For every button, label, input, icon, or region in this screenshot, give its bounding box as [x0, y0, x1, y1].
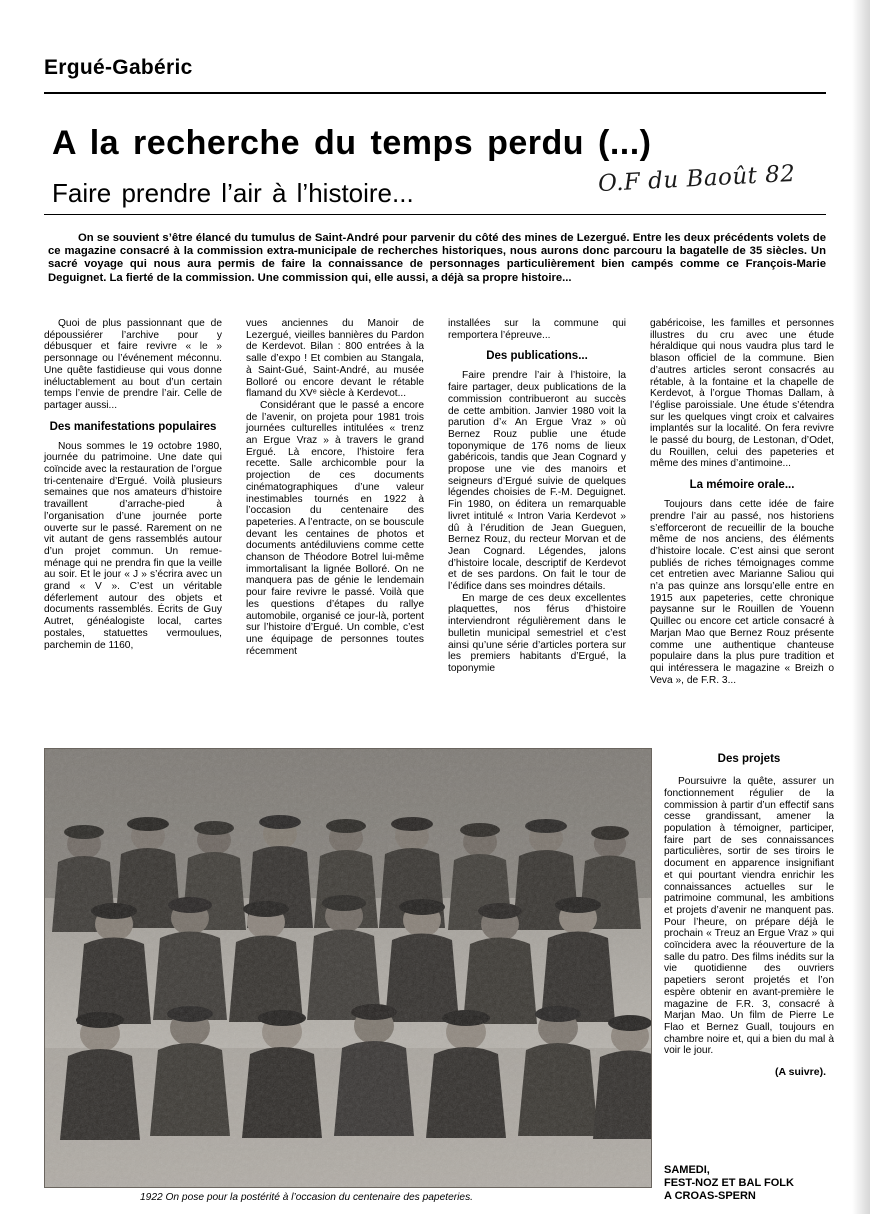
footer-announcement: [664, 1164, 844, 1203]
paragraph-text: Quoi de plus passionnant que de dépoussiérer l’archive pour y débusquer et faire revivre « le » personnage ou l’événement méconnu. Une quête fastidieuse qui vous donne inéluctablement au bout d’un certain temps l’envie de prendre l’air. Celle de partager aussi...: [44, 318, 222, 411]
group-photograph-papeteries-1922: [44, 748, 652, 1188]
paragraph-text: Nous sommes le 19 octobre 1980, journée du patrimoine. Une date qui coïncide avec la restauration de l’orgue tri-centenaire d’Ergué. Voilà plusieurs semaines que nos amateurs d’histoire travaillent d’arrache-pied à l’organisation d’une journée porte ouverte sur le passé. Rarement on ne vit autant de gens rassemblés autour d’un projet commun. Un remue-ménage qui ne prendra fin que la veille au soir. Et le jour « J » s’écrira avec un grand « V ». C’est un véritable déferlement autour des objets et documents rassemblés. Écrits de Guy Autret, généalogiste local, cartes postales, statuettes vermoulues, parchemin de 1160,: [44, 440, 222, 651]
page-subtitle: Faire prendre l’air à l’histoire...: [52, 178, 414, 208]
paragraph-text: Considérant que le passé a encore de l’avenir, on projeta pour 1981 trois journées culturelles intitulées « trenz an Ergue Vraz » à travers le grand Ergué. Là encore, l’histoire fera recette. Salle archicomble pour la projection de ces documents cinématographiques d’une valeur inestimables tournés en 1922 à l’occasion du centenaire des papeteries. A l’entracte, on se bouscule devant les centaines de photos et documents antédiluviens comme cette chanson de Théodore Botrel lui-même immortalisant la lignée Bolloré. On ne manquera pas de génie le lendemain pour faire revivre le passé. Voilà que les questions d’étapes du rallye automobile, organisé ce jour-là, portent sur l’histoire d’Ergué. Un comble, c’est une équipage de personnes toutes récemment: [246, 399, 424, 657]
continuation-note: (A suivre).: [775, 1066, 826, 1079]
page-title: A la recherche du temps perdu (...): [52, 124, 652, 162]
paragraph-text: Toujours dans cette idée de faire prendre l’air au passé, nos historiens s’efforceront de recueillir de la bouche même de nos anciens, des éléments d’histoire locale. C’est ainsi que seront publiés de riches témoignages comme cet entretien avec Marianne Saliou qui n’a pas quinze ans lorsqu’elle entre en 1915 aux papeteries, cette chronique paysanne sur le Rouillen de Youenn Quillec ou encore cet article consacré à Marjan Mao que Bernez Rouz présente comme une authentique chanteuse populaire dans la plus pure tradition et qui intéressera le magazine « Breizh o Veva », de F.R. 3...: [650, 499, 834, 686]
subheading-manifestations: Des manifestations populaires: [49, 420, 217, 433]
subheading-memoire-orale: La mémoire orale...: [689, 479, 795, 492]
page-edge-shadow: [852, 0, 870, 1214]
footer-line-3: A CROAS-SPERN: [664, 1190, 756, 1202]
top-rule: [44, 92, 826, 94]
paragraph: [246, 318, 424, 400]
paragraph: [44, 318, 222, 412]
paragraph: [246, 400, 424, 657]
paragraph-text: Poursuivre la quête, assurer un fonctionnement régulier de la commission à partir d’un effectif sans cesse grandissant, amener la population à témoigner, participer, faire part de ses connaissances particulières, sortir de ses tiroirs le document en apparence insignifiant et qui pourtant viendra enrichir les connaissances actuelles sur le patrimoine communal, les ambitions et projets d’avenir ne manquent pas. Pour l’heure, on prépare déjà le prochain « Treuz an Ergue Vraz » qui coïncidera avec la réouverture de la salle du patro. Des films inédits sur la vie quotidienne des ouvriers papetiers seront projetés et l’on espère obtenir en avant-première le magazine de F.R. 3, consacré à Marjan Mao. Un film de Pierre Le Flao et Bernez Guall, toujours en chambre noire et, qui a bien du mal à voir le jour.: [664, 776, 834, 1057]
photo-graphic: [44, 748, 652, 1188]
footer-line-1: SAMEDI,: [664, 1164, 710, 1176]
section-kicker: Ergué-Gabéric: [44, 56, 193, 79]
footer-line-2: FEST-NOZ ET BAL FOLK: [664, 1177, 794, 1189]
paragraph: [448, 370, 626, 592]
photo-caption: 1922 On pose pour la postérité à l’occasion du centenaire des papeteries.: [140, 1192, 474, 1203]
paragraph: [44, 441, 222, 652]
paragraph: [448, 593, 626, 675]
paragraph-text: Faire prendre l’air à l’histoire, la faire partager, deux publications de la commission contribueront au succès de cette ambition. Janvier 1980 voit la parution d’« An Ergue Vraz » où Bernez Rouz publie une étude toponymique de 176 noms de lieux gabéricois, tandis que Jean Cognard y propose une vie des manoirs et seigneurs d’Ergué suivie de quelques légendes choisies de F.-M. Deguignet. Fin 1980, on éditera un remarquable livret intitulé « Intron Varia Kerdevot » dû à l’érudition de Jean Gueguen, Bernez Rouz, du recteur Morvan et de Jean Cognard. Légendes, jalons d’histoire locale, descriptif de Kerdevot et de ses pardons. On fait le tour de l’édifice dans ses moindres détails.: [448, 370, 626, 593]
paragraph-text: En marge de ces deux excellentes plaquettes, nos férus d’histoire interviendront régulièrement dans le bulletin municipal semestriel et c’est ainsi qu’une série d’articles portera sur les premiers habitants d’Ergué, la toponymie: [448, 592, 626, 674]
article-column-2: [246, 318, 424, 657]
article-column-5: [664, 744, 834, 1079]
paragraph: [650, 318, 834, 470]
paragraph: [664, 776, 834, 1057]
lead-paragraph-text: On se souvient s’être élancé du tumulus de Saint-André pour parvenir du côté des mines de Lezergué. Entre les deux précédents volets de ce magazine consacré à la commission extra-municipale de recherches historiques, nous aurons donc parcouru la bagatelle de 35 siècles. Un sacré voyage qui nous aura permis de faire la connaissance de personnages particulièrement bien campés comme ce François-Marie Deguignet. La fierté de la commission. Une commission qui, elle aussi, a déjà sa propre histoire...: [48, 232, 826, 284]
paragraph: [448, 318, 626, 341]
lead-paragraph: [48, 232, 826, 285]
subheading-projets: Des projets: [717, 753, 781, 765]
article-column-3: [448, 318, 626, 675]
article-column-1: [44, 318, 222, 651]
handwritten-annotation: O.F du Baoût 82: [597, 160, 797, 198]
subheading-publications: Des publications...: [486, 350, 588, 363]
headline-rule: [44, 214, 826, 215]
paragraph-text: installées sur la commune qui remportera l’épreuve...: [448, 318, 626, 341]
paragraph: [650, 499, 834, 686]
paragraph-text: vues anciennes du Manoir de Lezergué, vieilles bannières du Pardon de Kerdevot. Bilan : 800 entrées à la salle d’expo ! Et combien au Stangala, à Saint-Gué, Saint-André, au musée Bolloré ou encore devant le rétable flamand du XVᵉ siècle à Kerdevot...: [246, 318, 424, 400]
paragraph-text: gabéricoise, les familles et personnes illustres du cru avec une étude héraldique qui nous vaudra plus tard le blason officiel de la commune. Bien d’autres articles seront consacrés au rétable, à la fontaine et la chapelle de Kerdevot, à l’orgue Thomas Dallam, à l’église paroissiale. Une étude s’étendra sur les quelques vingt croix et calvaires implantés sur la localité. On fera revivre le passé du bourg, de Lestonan, d’Odet, du Rouillen, celui des papeteries et même des mines d’antimoine...: [650, 318, 834, 470]
article-column-4: [650, 318, 834, 686]
article-columns: [44, 318, 834, 738]
